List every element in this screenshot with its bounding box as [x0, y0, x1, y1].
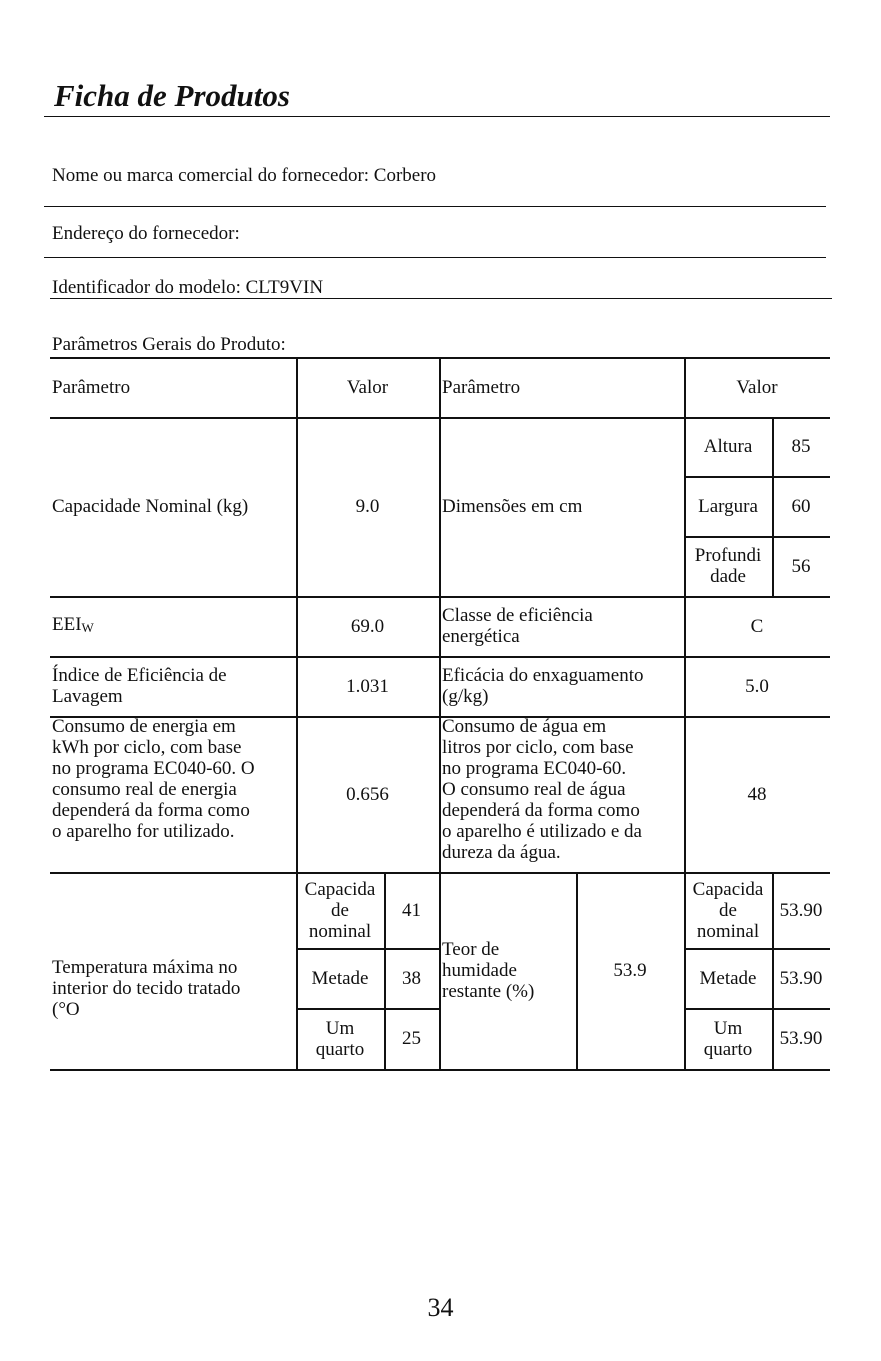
energy-consumption-value: 0.656 — [346, 783, 389, 805]
table-col-line — [439, 357, 441, 1071]
header-value-left: Valor — [346, 376, 389, 398]
temp-quarter-label: Um quarto — [315, 1017, 365, 1060]
energy-class-label: Classe de eficiência energética — [442, 605, 593, 647]
depth-value: 56 — [791, 555, 811, 577]
header-value-right: Valor — [736, 376, 778, 398]
depth-label: Profundi dade — [694, 545, 762, 587]
title-rule — [44, 116, 830, 117]
temp-rated-value: 41 — [402, 899, 421, 921]
product-parameters-table — [50, 357, 830, 1071]
rinse-label: Eficácia do enxaguamento (g/kg) — [442, 665, 644, 707]
moisture-value: 53.9 — [613, 960, 647, 981]
moisture-label: Teor de humidade restante (%) — [442, 939, 535, 1002]
capacity-label: Capacidade Nominal (kg) — [52, 496, 249, 517]
moisture-quarter-value: 53.90 — [779, 1028, 823, 1049]
page-title: Ficha de Produtos — [54, 78, 290, 113]
eei-label: $EEI_W$ — [52, 614, 94, 635]
height-label: Altura — [703, 436, 753, 457]
width-label: Largura — [698, 495, 758, 517]
moisture-rated-label: Capacida de nominal — [692, 878, 764, 942]
rinse-value: 5.0 — [745, 675, 769, 697]
model-identifier: Identificador do modelo: CLT9VIN — [52, 277, 324, 298]
wash-index-value: 1.031 — [346, 675, 389, 697]
temp-quarter-value: 25 — [402, 1028, 421, 1049]
params-heading: Parâmetros Gerais do Produto: — [52, 334, 286, 355]
divider-rule — [44, 257, 826, 258]
moisture-half-label: Metade — [699, 967, 757, 989]
temperature-label: Temperatura máxima no interior do tecido tratado (°O — [52, 957, 241, 1020]
water-consumption-value: 48 — [747, 783, 767, 805]
eei-value: 69.0 — [350, 615, 385, 637]
water-consumption-label: Consumo de água em litros por ciclo, com base no programa EC040-60. O consumo real de água dependerá da forma como o aparelho é utilizado e da dureza da água. — [442, 716, 642, 863]
model-underline — [50, 298, 832, 299]
supplier-address: Endereço do fornecedor: — [52, 223, 240, 244]
height-value: 85 — [791, 436, 811, 457]
temp-half-label: Metade — [311, 967, 369, 989]
divider-rule — [44, 206, 826, 207]
wash-index-label: Índice de Eficiência de Lavagem — [52, 665, 227, 707]
moisture-quarter-label: Um quarto — [703, 1017, 753, 1060]
page-number: 34 — [427, 1293, 454, 1322]
temp-half-value: 38 — [402, 967, 421, 989]
capacity-value: 9.0 — [355, 496, 380, 517]
moisture-half-value: 53.90 — [779, 967, 823, 989]
header-param-left: Parâmetro — [52, 376, 131, 398]
dimensions-label: Dimensões em cm — [442, 496, 583, 517]
width-value: 60 — [791, 495, 811, 517]
temp-rated-label: Capacida de nominal — [304, 878, 376, 942]
supplier-name: Nome ou marca comercial do fornecedor: Corbero — [52, 165, 437, 186]
moisture-rated-value: 53.90 — [779, 899, 823, 921]
energy-consumption-label: Consumo de energia em kWh por ciclo, com base no programa EC040-60. O consumo real de energia dependerá da forma como o aparelho for utilizado. — [52, 716, 255, 842]
energy-class-value: C — [750, 615, 764, 637]
header-param-right: Parâmetro — [442, 376, 521, 398]
